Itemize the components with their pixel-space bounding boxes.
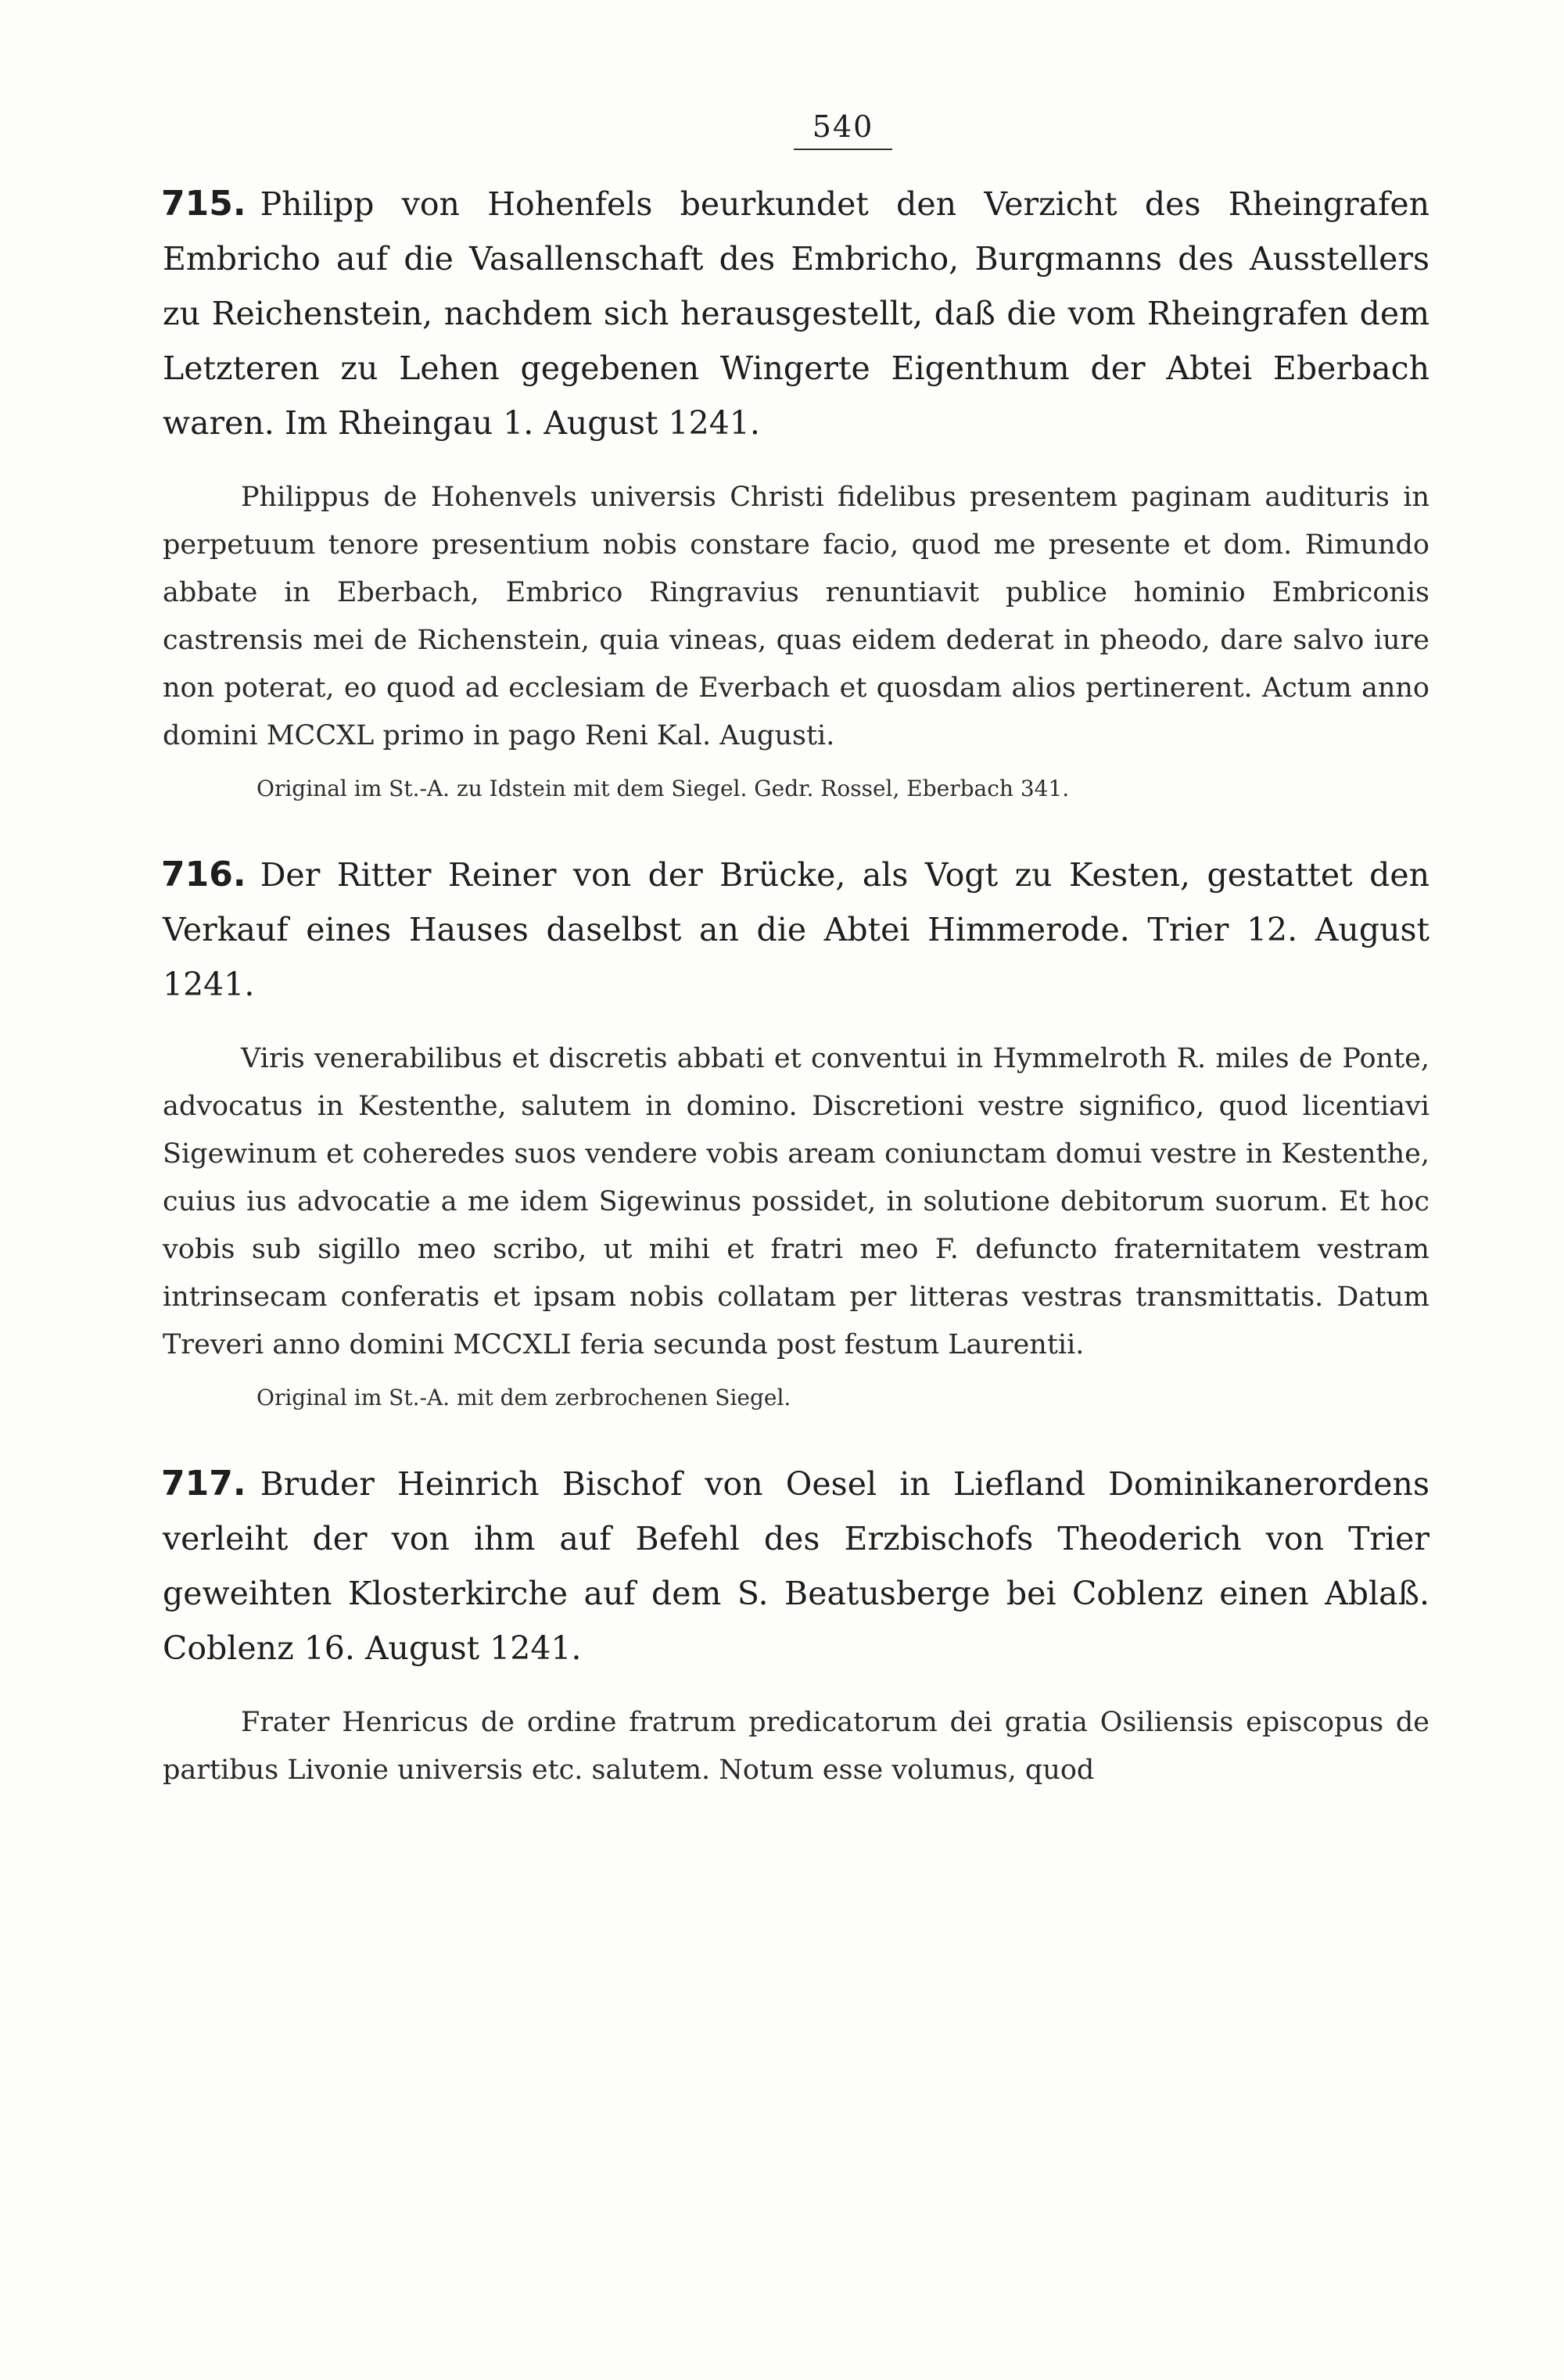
entry-number: 716. [161, 855, 246, 894]
entry-heading [163, 1457, 1429, 1676]
document-page [163, 109, 1429, 1794]
source-note: Original im St.-A. zu Idstein mit dem Siegel. Gedr. Rossel, Eberbach 341. [256, 776, 1070, 801]
entry-heading-text: Bruder Heinrich Bischof von Oesel in Liefland Dominikanerordens verleiht der von ihm auf Befehl des Erzbischofs Theoderich von Trier geweihten Klosterkirche auf dem S. Beatusberge bei Coblenz einen Ablaß. Coblenz 16. August 1241. [163, 1465, 1429, 1667]
latin-text [163, 1699, 1429, 1794]
entry-number: 715. [161, 184, 246, 224]
entry-715 [163, 177, 1429, 807]
page-header [210, 109, 1476, 150]
latin-paragraph: Viris venerabilibus et discretis abbati et conventui in Hymmelroth R. miles de Ponte, advocatus in Kestenthe, salutem in domino. Discretioni vestre significo, quod licentiavi Sigewinum et coheredes suos vendere vobis aream coniunctam domui vestre in Kestenthe, cuius ius advocatie a me idem Sigewinus possidet, in solutione debitorum suorum. Et hoc vobis sub sigillo meo scribo, ut mihi et fratri meo F. defuncto fraternitatem vestram intrinsecam conferatis et ipsam nobis collatam per litteras vestras transmittatis. Datum Treveri anno domini MCCXLI feria secunda post festum Laurentii. [163, 1043, 1429, 1360]
latin-paragraph: Philippus de Hohenvels universis Christi fidelibus presentem paginam audituris in perpetuum tenore presentium nobis constare facio, quod me presente et dom. Rimundo abbate in Eberbach, Embrico Ringravius renuntiavit publice hominio Embriconis castrensis mei de Richenstein, quia vineas, quas eidem dederat in pheodo, dare salvo iure non poterat, eo quod ad ecclesiam de Everbach et quosdam alios pertinerent. Actum anno domini MCCXL primo in pago Reni Kal. Augusti. [163, 482, 1429, 751]
entry-heading-text: Philipp von Hohenfels beurkundet den Verzicht des Rheingrafen Embricho auf die Vasallenschaft des Embricho, Burgmanns des Ausstellers zu Reichenstein, nachdem sich herausgestellt, daß die vom Rheingrafen dem Letzteren zu Lehen gegebenen Wingerte Eigenthum der Abtei Eberbach waren. Im Rheingau 1. August 1241. [163, 185, 1429, 442]
latin-text [163, 1035, 1429, 1369]
entry-heading [163, 848, 1429, 1012]
entry-heading-text: Der Ritter Reiner von der Brücke, als Vogt zu Kesten, gestattet den Verkauf eines Hauses daselbst an die Abtei Himmerode. Trier 12. August 1241. [163, 856, 1429, 1003]
page-number: 540 [794, 109, 893, 150]
entry-heading [163, 177, 1429, 450]
entry-number: 717. [161, 1464, 246, 1504]
entry-717 [163, 1457, 1429, 1794]
latin-text [163, 474, 1429, 760]
source-note: Original im St.-A. mit dem zerbrochenen Siegel. [256, 1385, 791, 1410]
latin-paragraph: Frater Henricus de ordine fratrum predicatorum dei gratia Osiliensis episcopus de partibus Livonie universis etc. salutem. Notum esse volumus, quod [163, 1707, 1429, 1786]
entry-716 [163, 848, 1429, 1416]
